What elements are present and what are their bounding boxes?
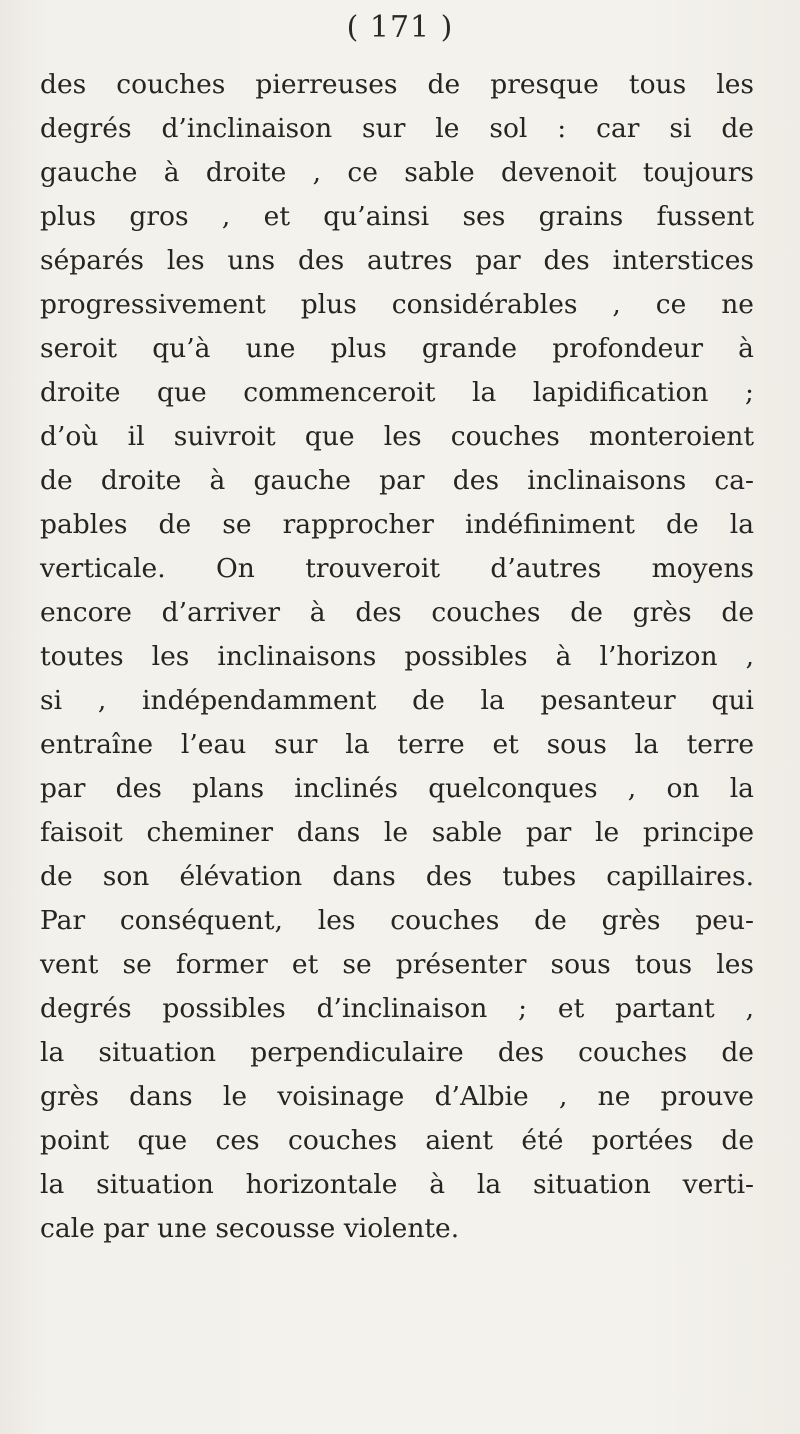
text-line: si , indépendamment de la pesanteur qui (40, 685, 754, 716)
text-line: pables de se rapprocher indéfiniment de la (40, 509, 754, 540)
text-line: des couches pierreuses de presque tous les (40, 69, 754, 100)
text-line: la situation horizontale à la situation verti- (40, 1169, 754, 1200)
text-line: seroit qu’à une plus grande profondeur à (40, 333, 754, 364)
text-line: de droite à gauche par des inclinaisons ca- (40, 465, 754, 496)
text-line: entraîne l’eau sur la terre et sous la terre (40, 729, 754, 760)
text-line: vent se former et se présenter sous tous les (40, 949, 754, 980)
text-line: Par conséquent, les couches de grès peu- (40, 905, 754, 936)
text-line: gauche à droite , ce sable devenoit toujours (40, 157, 754, 188)
page-number: ( 171 ) (346, 10, 454, 45)
text-line: toutes les inclinaisons possibles à l’horizon , (40, 641, 754, 672)
text-line: séparés les uns des autres par des interstices (40, 245, 754, 276)
text-line: encore d’arriver à des couches de grès de (40, 597, 754, 628)
text-line: point que ces couches aient été portées de (40, 1125, 754, 1156)
text-line: grès dans le voisinage d’Albie , ne prouve (40, 1081, 754, 1112)
text-line: degrés possibles d’inclinaison ; et partant , (40, 993, 754, 1024)
text-line: la situation perpendiculaire des couches de (40, 1037, 754, 1068)
text-line: verticale. On trouveroit d’autres moyens (40, 553, 754, 584)
text-line: cale par une secousse violente. (40, 1213, 460, 1244)
text-line: degrés d’inclinaison sur le sol : car si de (40, 113, 754, 144)
text-line: de son élévation dans des tubes capillaires. (40, 861, 754, 892)
text-line: progressivement plus considérables , ce ne (40, 289, 754, 320)
text-line: droite que commenceroit la lapidification ; (40, 377, 754, 408)
text-line: par des plans inclinés quelconques , on la (40, 773, 754, 804)
text-line: plus gros , et qu’ainsi ses grains fussent (40, 201, 754, 232)
text-line: d’où il suivroit que les couches monteroient (40, 421, 754, 452)
body-text (40, 63, 754, 1251)
text-line: faisoit cheminer dans le sable par le principe (40, 817, 754, 848)
